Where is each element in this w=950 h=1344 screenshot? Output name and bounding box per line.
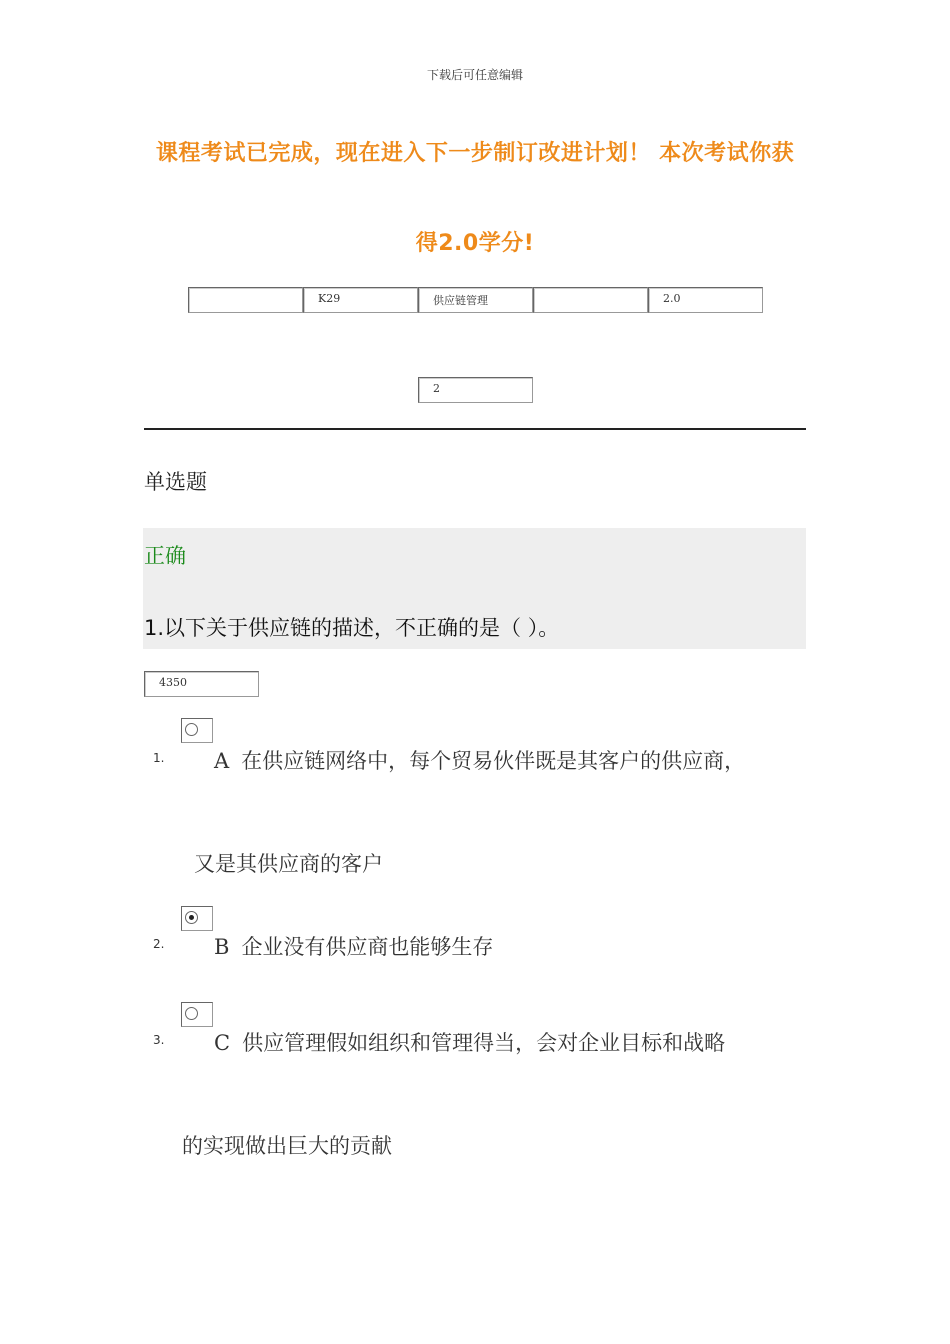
info-field-1 — [188, 287, 303, 313]
option-a-line-1: 在供应链网络中，每个贸易伙伴既是其客户的供应商， — [241, 749, 746, 773]
option-b-number: 2. — [153, 937, 165, 951]
info-field-course-name: 供应链管理 — [418, 287, 533, 313]
option-c-radio-box[interactable] — [181, 1002, 213, 1027]
option-b-line-1: 企业没有供应商也能够生存 — [241, 935, 494, 959]
header-note: 下载后可任意编辑 — [426, 68, 523, 82]
option-a-line-2: 又是其供应商的客户 — [194, 852, 383, 876]
info-field-credits: 2.0 — [648, 287, 763, 313]
option-c-line-2: 的实现做出巨大的贡献 — [182, 1134, 392, 1158]
option-b-radio-box[interactable] — [181, 906, 213, 931]
info-field-4 — [533, 287, 648, 313]
result-message-line-1: 课程考试已完成，现在进入下一步制订改进计划！ 本次考试你获 — [155, 141, 795, 166]
radio-unchecked-icon[interactable] — [185, 723, 198, 736]
section-title: 单选题 — [144, 470, 207, 494]
radio-checked-icon[interactable] — [185, 911, 198, 924]
option-c-number: 3. — [153, 1033, 165, 1047]
option-a-text — [214, 745, 745, 775]
option-c-line-1: 供应管理假如组织和管理得当，会对企业目标和战略 — [242, 1031, 726, 1055]
question-code-field: 4350 — [144, 671, 259, 697]
option-a-radio-box[interactable] — [181, 718, 213, 743]
question-text: 1.以下关于供应链的描述，不正确的是（ ）。 — [144, 616, 560, 640]
option-b-letter: B — [214, 935, 230, 959]
option-a-number: 1. — [153, 751, 165, 765]
divider — [144, 428, 806, 430]
answer-status: 正确 — [144, 544, 186, 568]
option-b-text — [214, 931, 493, 961]
radio-unchecked-icon[interactable] — [185, 1007, 198, 1020]
option-c-letter: C — [214, 1031, 231, 1055]
option-c-text — [214, 1027, 725, 1057]
second-field: 2 — [418, 377, 533, 403]
info-field-course-code: K29 — [303, 287, 418, 313]
option-a-letter: A — [214, 749, 230, 773]
result-message-line-2: 得2.0学分! — [415, 231, 535, 256]
